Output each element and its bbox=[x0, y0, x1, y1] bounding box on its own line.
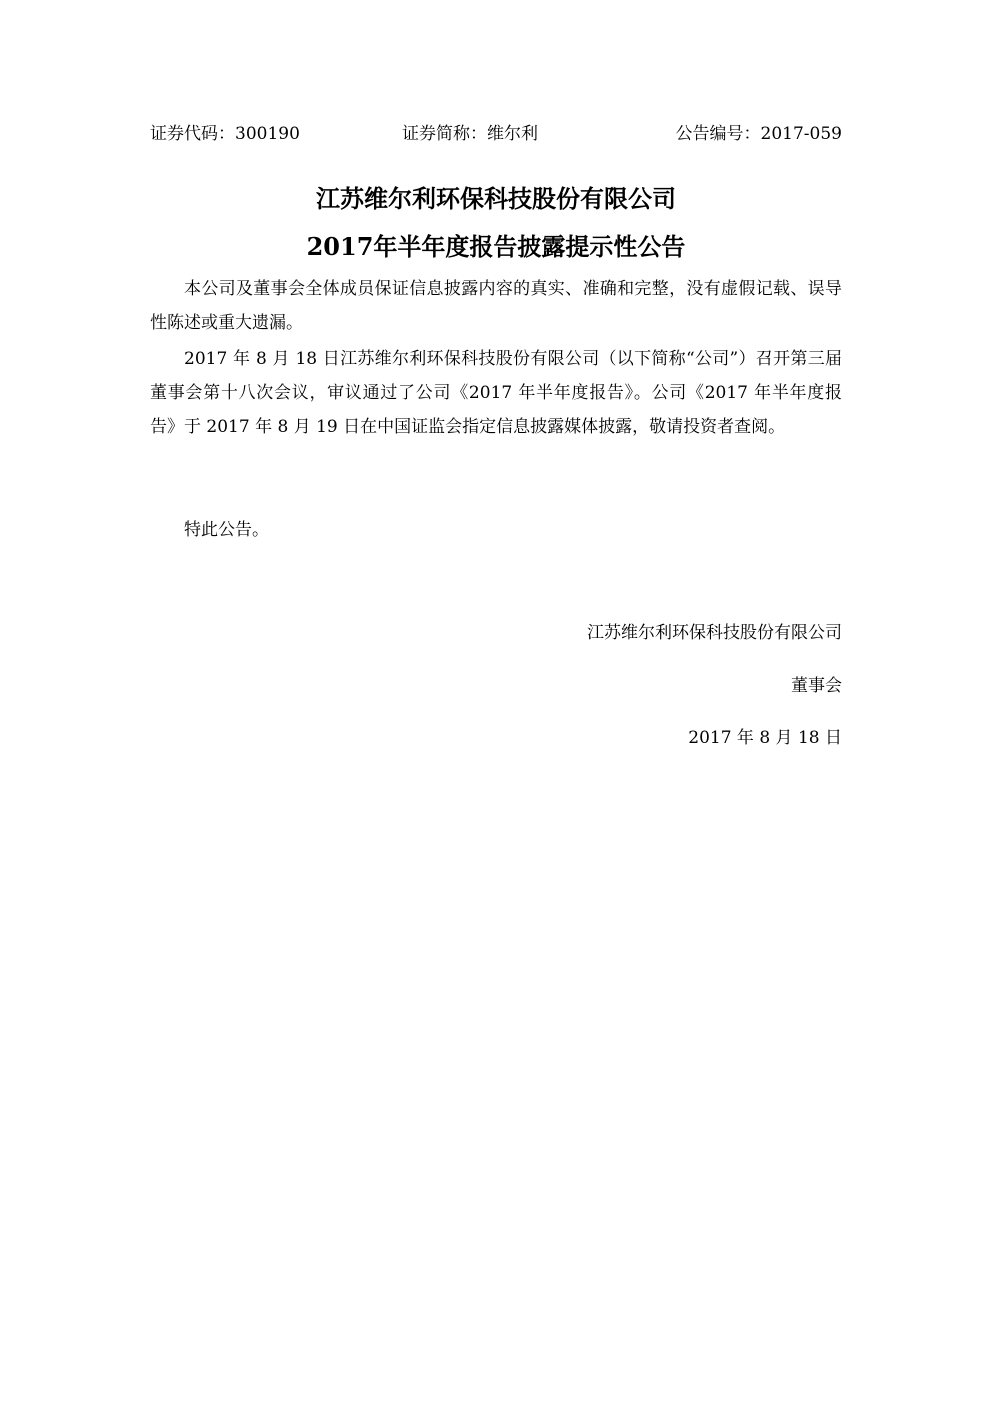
announcement-header bbox=[150, 120, 842, 148]
stock-code: 证券代码：300190 bbox=[150, 124, 300, 144]
signature-board: 董事会 bbox=[791, 676, 842, 696]
announcement-title: 2017年半年度报告披露提示性公告 bbox=[306, 232, 686, 261]
company-title: 江苏维尔利环保科技股份有限公司 bbox=[316, 184, 676, 213]
closing-line: 特此公告。 bbox=[184, 520, 269, 540]
signature-company: 江苏维尔利环保科技股份有限公司 bbox=[587, 623, 842, 643]
announcement-number: 公告编号：2017-059 bbox=[675, 124, 842, 144]
signature-date: 2017 年 8 月 18 日 bbox=[688, 728, 842, 748]
stock-short-name: 证券简称：维尔利 bbox=[402, 124, 538, 144]
main-paragraph: 2017 年 8 月 18 日江苏维尔利环保科技股份有限公司（以下简称“公司”）召开第三届董事会第十八次会议，审议通过了公司《2017 年半年度报告》。公司《2017 年半年度报告》于 2017 年 8 月 19 日在中国证监会指定信息披露媒体披露，敬请投资者查阅。 bbox=[150, 349, 842, 437]
disclosure-statement: 本公司及董事会全体成员保证信息披露内容的真实、准确和完整，没有虚假记载、误导性陈述或重大遗漏。 bbox=[150, 279, 842, 333]
